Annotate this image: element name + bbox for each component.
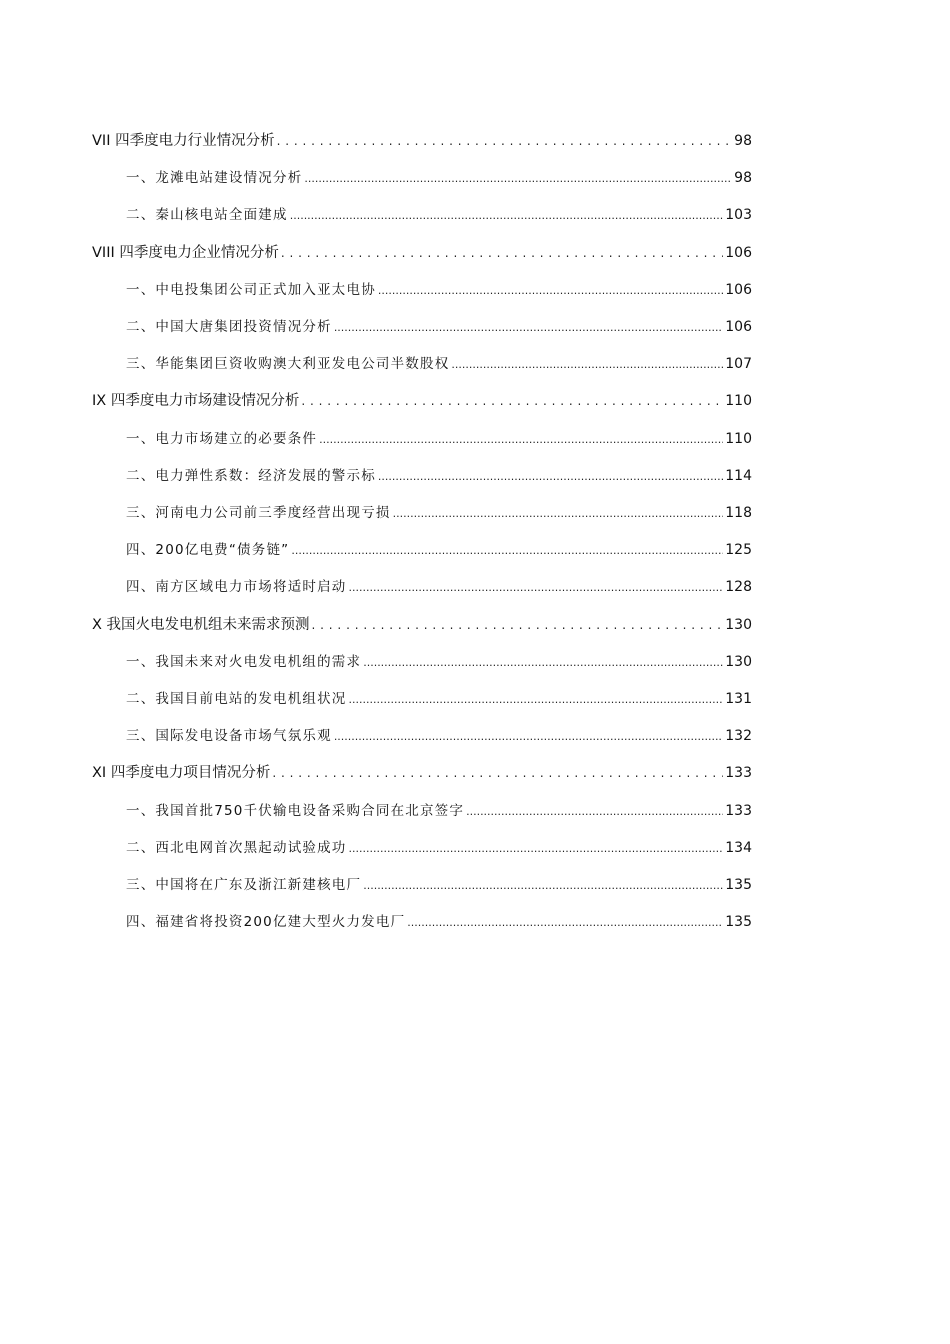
toc-section-entry[interactable] [126, 576, 752, 598]
toc-page-number: 125 [725, 542, 752, 559]
toc-page-number: 133 [725, 802, 752, 819]
toc-page-number: 106 [725, 244, 752, 261]
toc-page-number: 135 [725, 914, 752, 931]
toc-page-number: 98 [734, 133, 752, 149]
toc-entry-title: 一、中电投集团公司正式加入亚太电协 [126, 281, 376, 298]
toc-section-entry[interactable] [126, 911, 752, 933]
toc-dot-leader [407, 911, 723, 934]
toc-section-entry[interactable] [126, 502, 752, 524]
toc-entry-title: 三、华能集团巨资收购澳大利亚发电公司半数股权 [126, 356, 450, 373]
toc-dot-leader [466, 800, 723, 823]
toc-page-number: 103 [725, 207, 752, 224]
toc-page-number: 106 [725, 319, 752, 335]
toc-entry-title: 二、西北电网首次黑起动试验成功 [126, 839, 347, 856]
toc-page-number: 128 [725, 579, 752, 596]
toc-dot-leader [312, 614, 724, 636]
toc-entry-title: VIII 四季度电力企业情况分析 [92, 244, 279, 261]
toc-entry-title: 二、秦山核电站全面建成 [126, 207, 288, 224]
toc-entry-title: XI 四季度电力项目情况分析 [92, 765, 271, 782]
toc-section-entry[interactable] [126, 316, 752, 338]
toc-page-number: 133 [725, 765, 752, 782]
toc-dot-leader [290, 204, 724, 227]
toc-dot-leader [319, 428, 723, 451]
toc-page-number: 130 [725, 616, 752, 633]
toc-chapter-entry[interactable] [92, 390, 752, 412]
toc-dot-leader [291, 539, 723, 562]
toc-page-number: 110 [725, 430, 752, 447]
toc-dot-leader [451, 353, 723, 376]
toc-entry-title: 一、我国首批750千伏输电设备采购合同在北京签字 [126, 802, 465, 819]
toc-section-entry[interactable] [126, 539, 752, 561]
toc-entry-title: X 我国火电发电机组未来需求预测 [92, 616, 310, 633]
toc-page-number: 132 [725, 728, 752, 745]
toc-section-entry[interactable] [126, 465, 752, 487]
toc-dot-leader [277, 130, 733, 152]
toc-entry-title: 三、中国将在广东及浙江新建核电厂 [126, 877, 362, 893]
toc-page-number: 114 [725, 467, 752, 484]
toc-chapter-entry[interactable] [92, 614, 752, 636]
toc-dot-leader [272, 762, 723, 784]
toc-entry-title: 三、河南电力公司前三季度经营出现亏损 [126, 505, 391, 521]
toc-entry-title: VII 四季度电力行业情况分析 [92, 133, 275, 149]
toc-section-entry[interactable] [126, 874, 752, 896]
toc-entry-title: 三、国际发电设备市场气氛乐观 [126, 728, 332, 745]
toc-page-number: 98 [734, 170, 752, 187]
toc-section-entry[interactable] [126, 167, 752, 189]
toc-page-number: 107 [725, 356, 752, 373]
toc-section-entry[interactable] [126, 725, 752, 747]
toc-section-entry[interactable] [126, 279, 752, 301]
toc-dot-leader [363, 874, 723, 897]
toc-dot-leader [393, 502, 724, 525]
toc-entry-title: 二、中国大唐集团投资情况分析 [126, 319, 332, 335]
toc-entry-title: 二、电力弹性系数：经济发展的警示标 [126, 467, 376, 484]
toc-page-number: 106 [725, 281, 752, 298]
toc-dot-leader [304, 167, 732, 190]
toc-page-number: 118 [725, 505, 752, 521]
toc-dot-leader [334, 725, 723, 748]
toc-dot-leader [301, 390, 723, 412]
toc-entry-title: 一、我国未来对火电发电机组的需求 [126, 653, 362, 670]
toc-entry-title: IX 四季度电力市场建设情况分析 [92, 393, 300, 410]
toc-entry-title: 四、南方区域电力市场将适时启动 [126, 579, 347, 596]
toc-dot-leader [334, 316, 723, 339]
toc-section-entry[interactable] [126, 204, 752, 226]
toc-dot-leader [378, 279, 723, 302]
toc-entry-title: 一、龙滩电站建设情况分析 [126, 170, 303, 187]
toc-entry-title: 四、福建省将投资200亿建大型火力发电厂 [126, 914, 406, 931]
toc-section-entry[interactable] [126, 428, 752, 450]
toc-section-entry[interactable] [126, 688, 752, 710]
toc-chapter-entry[interactable] [92, 130, 752, 152]
toc-dot-leader [363, 651, 723, 674]
toc-entry-title: 二、我国目前电站的发电机组状况 [126, 691, 347, 707]
toc-chapter-entry[interactable] [92, 762, 752, 784]
toc-section-entry[interactable] [126, 353, 752, 375]
toc-dot-leader [378, 465, 723, 488]
toc-section-entry[interactable] [126, 800, 752, 822]
toc-entry-title: 四、200亿电费“债务链” [126, 542, 290, 559]
toc-page-number: 134 [725, 839, 752, 856]
toc-page-number: 130 [725, 653, 752, 670]
toc-section-entry[interactable] [126, 837, 752, 859]
toc-dot-leader [349, 576, 724, 599]
toc-dot-leader [281, 242, 723, 264]
toc-page-number: 135 [725, 877, 752, 893]
toc-dot-leader [349, 688, 724, 711]
toc-dot-leader [349, 837, 724, 860]
toc-section-entry[interactable] [126, 651, 752, 673]
toc-page-number: 131 [725, 691, 752, 707]
toc-page-number: 110 [725, 393, 752, 410]
toc-entry-title: 一、电力市场建立的必要条件 [126, 430, 318, 447]
toc-chapter-entry[interactable] [92, 242, 752, 264]
